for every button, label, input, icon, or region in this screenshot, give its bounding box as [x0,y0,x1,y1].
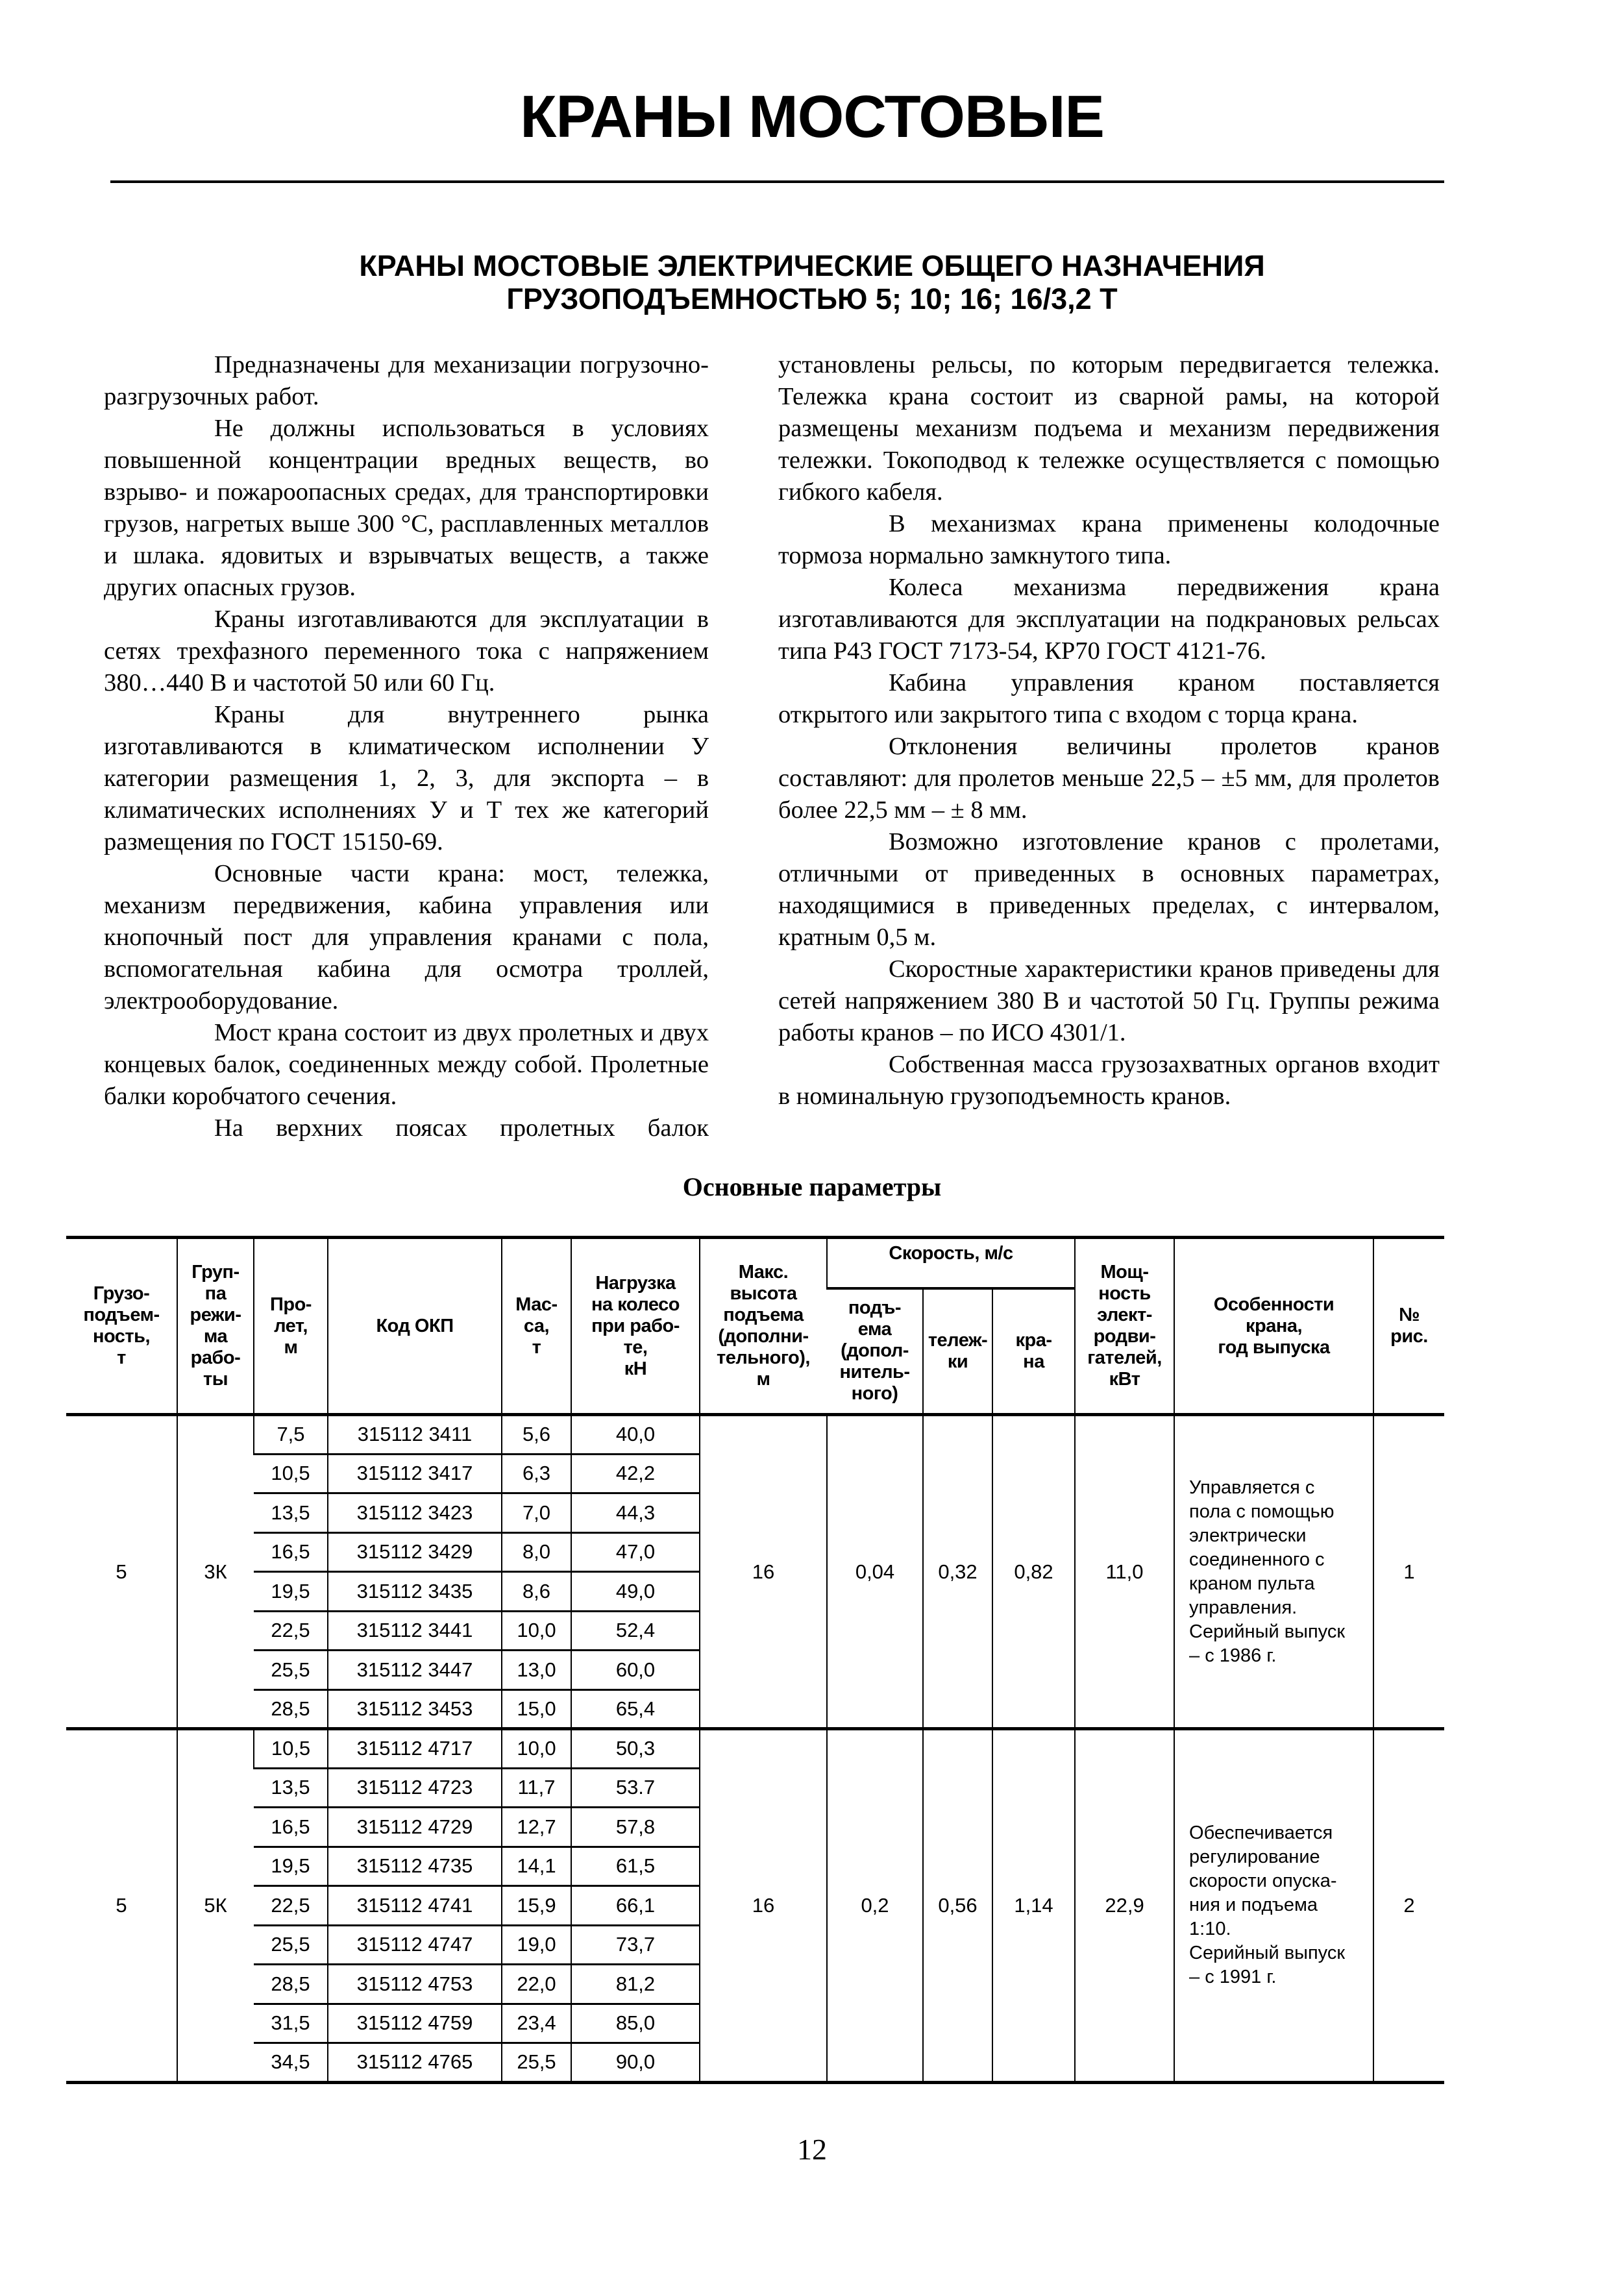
header-height: Макс. высота подъема (дополни- тельного), м [700,1238,827,1415]
header-span: Про- лет, м [254,1238,328,1415]
header-speed-crane: кра- на [992,1288,1075,1415]
paragraph: Возможно изготовление кранов с пролетами, отличными от приведенных в основных параметрах, находящимися в приведенных пределах, с интервалом, кратным 0,5 м. [778,828,1440,951]
cell-okp: 315112 3417 [328,1454,502,1493]
cell-load: 42,2 [571,1454,700,1493]
text-column-right [778,349,1440,1112]
cell-speed-trolley: 0,32 [923,1415,992,1729]
paragraph: Кабина управления краном поставляется открытого или закрытого типа с входом с торца крана. [778,669,1440,728]
cell-okp: 315112 4747 [328,1925,502,1965]
table-caption: Основные параметры [682,1172,942,1201]
paragraph: Отклонения величины пролетов кранов составляют: для пролетов меньше 22,5 – ±5 мм, для пролетов более 22,5 мм – ± 8 мм. [778,733,1440,824]
cell-height: 16 [700,1729,827,2083]
cell-load: 65,4 [571,1689,700,1729]
cell-mass: 5,6 [502,1415,571,1455]
header-fig: № рис. [1373,1238,1444,1415]
cell-capacity: 5 [66,1729,177,2083]
cell-span: 7,5 [254,1415,328,1455]
header-speed: Скорость, м/с [827,1238,1075,1288]
paragraph: Мост крана состоит из двух пролетных и двух концевых балок, соединенных между собой. Пролетные балки коробчатого сечения. [104,1019,709,1110]
cell-load: 81,2 [571,1965,700,2004]
cell-mass: 13,0 [502,1651,571,1690]
cell-load: 73,7 [571,1925,700,1965]
section-title-line: КРАНЫ МОСТОВЫЕ ЭЛЕКТРИЧЕСКИЕ ОБЩЕГО НАЗНАЧЕНИЯ [359,249,1265,282]
cell-load: 50,3 [571,1729,700,1769]
cell-mass: 15,0 [502,1689,571,1729]
cell-load: 49,0 [571,1572,700,1612]
cell-fig: 1 [1373,1415,1444,1729]
cell-load: 57,8 [571,1808,700,1847]
paragraph: Предназначены для механизации погрузочно-разгрузочных работ. [104,351,709,410]
header-features: Особенности крана, год выпуска [1174,1238,1373,1415]
cell-okp: 315112 3447 [328,1651,502,1690]
cell-load: 44,3 [571,1493,700,1533]
cell-mass: 10,0 [502,1611,571,1651]
cell-mass: 8,0 [502,1532,571,1572]
cell-speed-crane: 0,82 [992,1415,1075,1729]
cell-okp: 315112 4729 [328,1808,502,1847]
paragraph: Колеса механизма передвижения крана изготавливаются для эксплуатации на подкрановых рельсах типа Р43 ГОСТ 7173-54, КР70 ГОСТ 4121-76. [778,574,1440,665]
cell-load: 60,0 [571,1651,700,1690]
paragraph: установлены рельсы, по которым передвигается тележка. Тележка крана состоит из сварной рамы, на которой размещены механизм подъема и механизм передвижения тележки. Токоподвод к тележке осуществляется с помощью гибкого кабеля. [778,351,1440,506]
cell-mass: 8,6 [502,1572,571,1612]
cell-okp: 315112 3453 [328,1689,502,1729]
cell-okp: 315112 4759 [328,2004,502,2043]
cell-span: 16,5 [254,1808,328,1847]
cell-capacity: 5 [66,1415,177,1729]
page-title: КРАНЫ МОСТОВЫЕ [520,84,1104,150]
cell-fig: 2 [1373,1729,1444,2083]
cell-mass: 6,3 [502,1454,571,1493]
cell-features: Управляется с пола с помощью электрически соединенного с краном пульта управления. Серийный выпуск – с 1986 г. [1174,1415,1373,1729]
cell-span: 31,5 [254,2004,328,2043]
cell-okp: 315112 3441 [328,1611,502,1651]
cell-mass: 12,7 [502,1808,571,1847]
header-speed-trolley: тележ- ки [923,1288,992,1415]
cell-span: 25,5 [254,1651,328,1690]
cell-height: 16 [700,1415,827,1729]
header-capacity: Грузо- подъем- ность, т [66,1238,177,1415]
cell-features: Обеспечивается регулирование скорости опуска- ния и подъема 1:10. Серийный выпуск – с 1991 г. [1174,1729,1373,2083]
section-title-line: ГРУЗОПОДЪЕМНОСТЬЮ 5; 10; 16; 16/3,2 Т [506,282,1118,315]
cell-span: 34,5 [254,2043,328,2083]
cell-span: 13,5 [254,1493,328,1533]
header-power: Мощ- ность элект- родви- гателей, кВт [1075,1238,1174,1415]
page-number: 12 [797,2133,827,2166]
cell-speed-crane: 1,14 [992,1729,1075,2083]
cell-mass: 19,0 [502,1925,571,1965]
cell-load: 85,0 [571,2004,700,2043]
cell-span: 22,5 [254,1886,328,1926]
cell-mass: 23,4 [502,2004,571,2043]
paragraph: Краны для внутреннего рынка изготавливаются в климатическом исполнении У категории размещения 1, 2, 3, для экспорта – в климатических исполнениях У и Т тех же категорий размещения по ГОСТ 15150-69. [104,701,709,855]
cell-group: 3К [177,1415,254,1729]
cell-load: 52,4 [571,1611,700,1651]
cell-span: 10,5 [254,1729,328,1769]
cell-load: 61,5 [571,1847,700,1886]
paragraph: Не должны использоваться в условиях повышенной концентрации вредных веществ, во взрыво- и пожароопасных средах, для транспортировки грузов, нагретых выше 300 °С, расплавленных металлов и шлака. ядовитых и взрывчатых веществ, а также других опасных грузов. [104,415,709,601]
cell-span: 13,5 [254,1768,328,1808]
paragraph: Основные части крана: мост, тележка, механизм передвижения, кабина управления или кнопочный пост для управления кранами с пола, вспомогательная кабина для осмотра троллей, электрооборудование. [104,860,709,1014]
cell-span: 28,5 [254,1965,328,2004]
cell-span: 16,5 [254,1532,328,1572]
cell-span: 22,5 [254,1611,328,1651]
cell-okp: 315112 3411 [328,1415,502,1455]
table-row [66,1415,1444,1455]
cell-mass: 14,1 [502,1847,571,1886]
cell-okp: 315112 3423 [328,1493,502,1533]
cell-okp: 315112 4753 [328,1965,502,2004]
text-column-left [104,349,709,1144]
cell-okp: 315112 3435 [328,1572,502,1612]
cell-span: 10,5 [254,1454,328,1493]
paragraph: Скоростные характеристики кранов приведены для сетей напряжением 380 В и частотой 50 Гц. Группы режима работы кранов – по ИСО 4301/1. [778,955,1440,1046]
table-row [66,1729,1444,1769]
cell-group: 5К [177,1729,254,2083]
cell-power: 11,0 [1075,1415,1174,1729]
cell-load: 53.7 [571,1768,700,1808]
cell-speed-trolley: 0,56 [923,1729,992,2083]
cell-mass: 10,0 [502,1729,571,1769]
header-mass: Мас- са, т [502,1238,571,1415]
cell-speed-lift: 0,2 [827,1729,923,2083]
cell-power: 22,9 [1075,1729,1174,2083]
cell-load: 66,1 [571,1886,700,1926]
cell-load: 47,0 [571,1532,700,1572]
header-load: Нагрузка на колесо при рабо- те, кН [571,1238,700,1415]
header-group: Груп- па режи- ма рабо- ты [177,1238,254,1415]
paragraph: Собственная масса грузозахватных органов входит в номинальную грузоподъемность кранов. [778,1051,1440,1110]
cell-okp: 315112 4741 [328,1886,502,1926]
cell-okp: 315112 4735 [328,1847,502,1886]
cell-mass: 25,5 [502,2043,571,2083]
cell-span: 25,5 [254,1925,328,1965]
cell-load: 90,0 [571,2043,700,2083]
cell-speed-lift: 0,04 [827,1415,923,1729]
header-speed-lift: подъ- ема (допол- нитель- ного) [827,1288,923,1415]
section-title [0,249,1624,315]
cell-okp: 315112 4723 [328,1768,502,1808]
cell-mass: 7,0 [502,1493,571,1533]
header-okp: Код ОКП [328,1238,502,1415]
parameters-table [66,1236,1444,2084]
paragraph: Краны изготавливаются для эксплуатации в сетях трехфазного переменного тока с напряжением 380…440 В и частотой 50 или 60 Гц. [104,606,709,696]
cell-mass: 11,7 [502,1768,571,1808]
cell-okp: 315112 4717 [328,1729,502,1769]
cell-mass: 22,0 [502,1965,571,2004]
title-divider [110,180,1444,183]
cell-span: 19,5 [254,1847,328,1886]
paragraph: В механизмах крана применены колодочные тормоза нормально замкнутого типа. [778,510,1440,569]
cell-okp: 315112 4765 [328,2043,502,2083]
paragraph: На верхних поясах пролетных балок [214,1114,709,1142]
cell-mass: 15,9 [502,1886,571,1926]
cell-span: 19,5 [254,1572,328,1612]
cell-span: 28,5 [254,1689,328,1729]
cell-okp: 315112 3429 [328,1532,502,1572]
cell-load: 40,0 [571,1415,700,1455]
